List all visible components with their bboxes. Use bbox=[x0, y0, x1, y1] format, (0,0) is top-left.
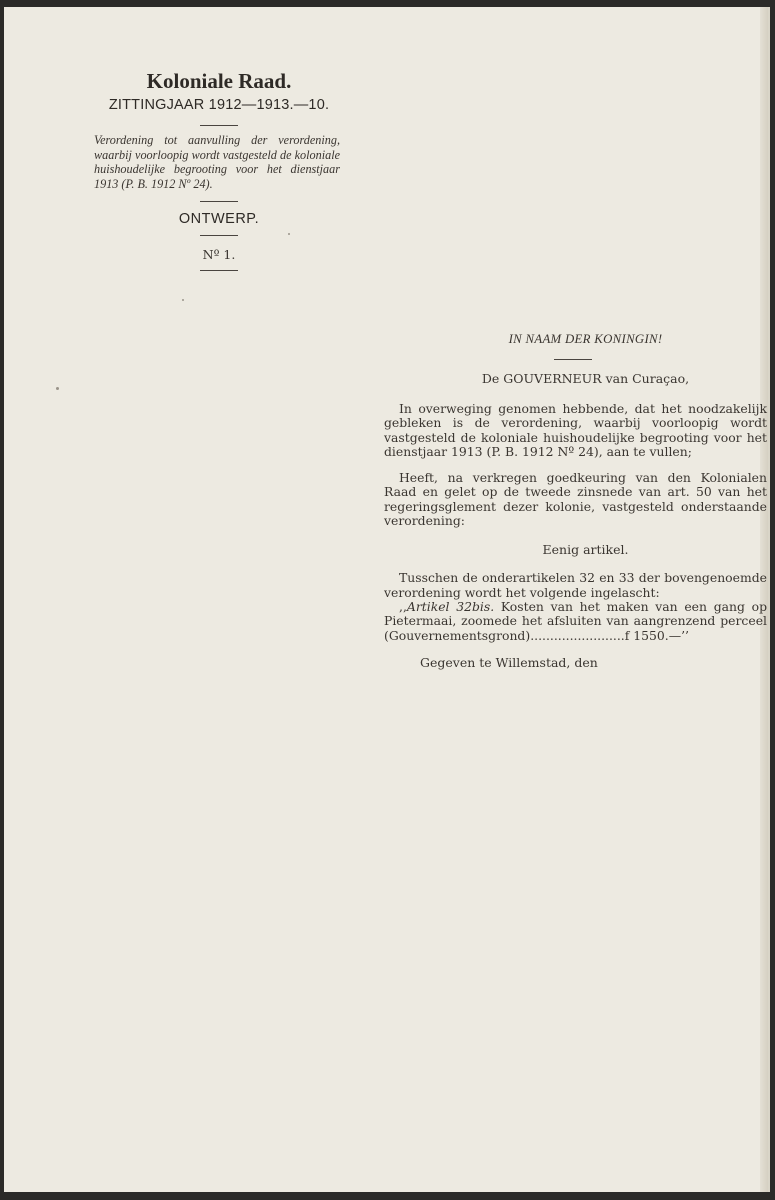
paper-speck bbox=[288, 233, 290, 235]
divider bbox=[200, 201, 238, 202]
invocation-heading: IN NAAM DER KONINGIN! bbox=[508, 332, 663, 346]
preamble-paragraph: In overweging genomen hebbende, dat het noodzakelijk gebleken is de verordening, waarbij voorloopig wordt vastgesteld de koloniale huishoudelijke begrooting voor het dienstjaar 1913 (P. B. 1912 Nº 24), aan te vullen; bbox=[384, 401, 767, 459]
document-page bbox=[4, 7, 770, 1192]
issuer-line: De GOUVERNEUR van Curaçao, bbox=[481, 371, 690, 386]
quote-mark: ,, bbox=[399, 598, 407, 614]
article-label: Artikel 32bis. bbox=[406, 598, 495, 614]
document-number: Nº 1. bbox=[202, 247, 236, 262]
paper-speck bbox=[182, 299, 184, 301]
ordinance-description: Verordening tot aanvulling der verordening, waarbij voorloopig wordt vastgesteld de koloniale huishoudelijke begrooting voor het dienstjaar 1913 (P. B. 1912 Nº 24). bbox=[94, 133, 340, 191]
article-32bis bbox=[384, 600, 767, 643]
header-column bbox=[94, 67, 344, 271]
article-heading: Eenig artikel. bbox=[542, 542, 629, 558]
divider bbox=[200, 235, 238, 236]
article-paragraph: Tusschen de onderartikelen 32 en 33 der bovengenoemde verordening wordt het volgende ingelascht: bbox=[384, 570, 767, 600]
divider bbox=[200, 125, 238, 126]
ordinance-body bbox=[384, 332, 767, 670]
closing-line: Gegeven te Willemstad, den bbox=[420, 654, 598, 670]
document-title: Koloniale Raad. bbox=[146, 69, 292, 93]
divider bbox=[554, 359, 592, 360]
divider bbox=[200, 270, 238, 271]
session-line: ZITTINGJAAR 1912—1913.—10. bbox=[108, 97, 330, 113]
enactment-paragraph: Heeft, na verkregen goedkeuring van den Kolonialen Raad en gelet op de tweede zinsnede van art. 50 van het regeringsglement dezer kolonie, vastgesteld onderstaande verordening: bbox=[384, 470, 767, 529]
draft-label: ONTWERP. bbox=[178, 211, 260, 227]
article-text: Kosten van het maken van een gang op Pietermaai, zoomede het afsluiten van aangrenzend perceel (Gouvernementsgrond)........................f 1550.—’’ bbox=[384, 598, 768, 643]
paper-speck bbox=[56, 387, 59, 390]
